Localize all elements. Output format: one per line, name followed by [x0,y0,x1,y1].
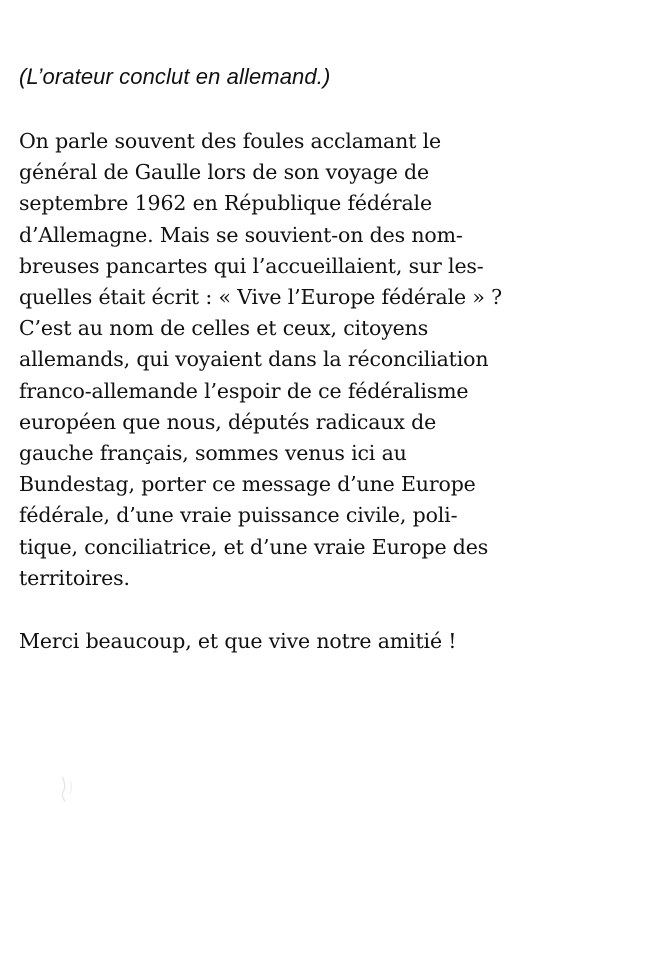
paragraph-line: d’Allemagne. Mais se souvient-on des nom- [19,222,463,247]
paragraph-line: breuses pancartes qui l’accueillaient, sur les- [19,253,484,278]
paragraph-line: C’est au nom de celles et ceux, citoyens [19,316,429,341]
closing-line: Merci beaucoup, et que vive notre amitié ! [19,629,457,654]
paragraph-line: territoires. [19,565,130,590]
paragraph-line: tique, conciliatrice, et d’une vraie Europe des [19,534,489,559]
main-paragraph [19,126,639,594]
paragraph-line: On parle souvent des foules acclamant le [19,129,442,153]
stage-direction: (L’orateur conclut en allemand.) [19,64,331,89]
paragraph-line: européen que nous, députés radicaux de [19,409,437,434]
paragraph-line: général de Gaulle lors de son voyage de [19,160,430,185]
paragraph-line: Bundestag, porter ce message d’une Europe [19,472,476,497]
paragraph-line: septembre 1962 en République fédérale [19,191,432,216]
paragraph-line: gauche français, sommes venus ici au [19,441,407,466]
paragraph-line: quelles était écrit : « Vive l’Europe fédérale » ? [19,285,502,310]
document-page [19,62,639,657]
paragraph-line: fédérale, d’une vraie puissance civile, poli- [19,503,458,528]
paragraph-line: franco-allemande l’espoir de ce fédéralisme [19,378,469,403]
paragraph-line: allemands, qui voyaient dans la réconciliation [19,347,489,372]
scan-mark [58,775,78,803]
